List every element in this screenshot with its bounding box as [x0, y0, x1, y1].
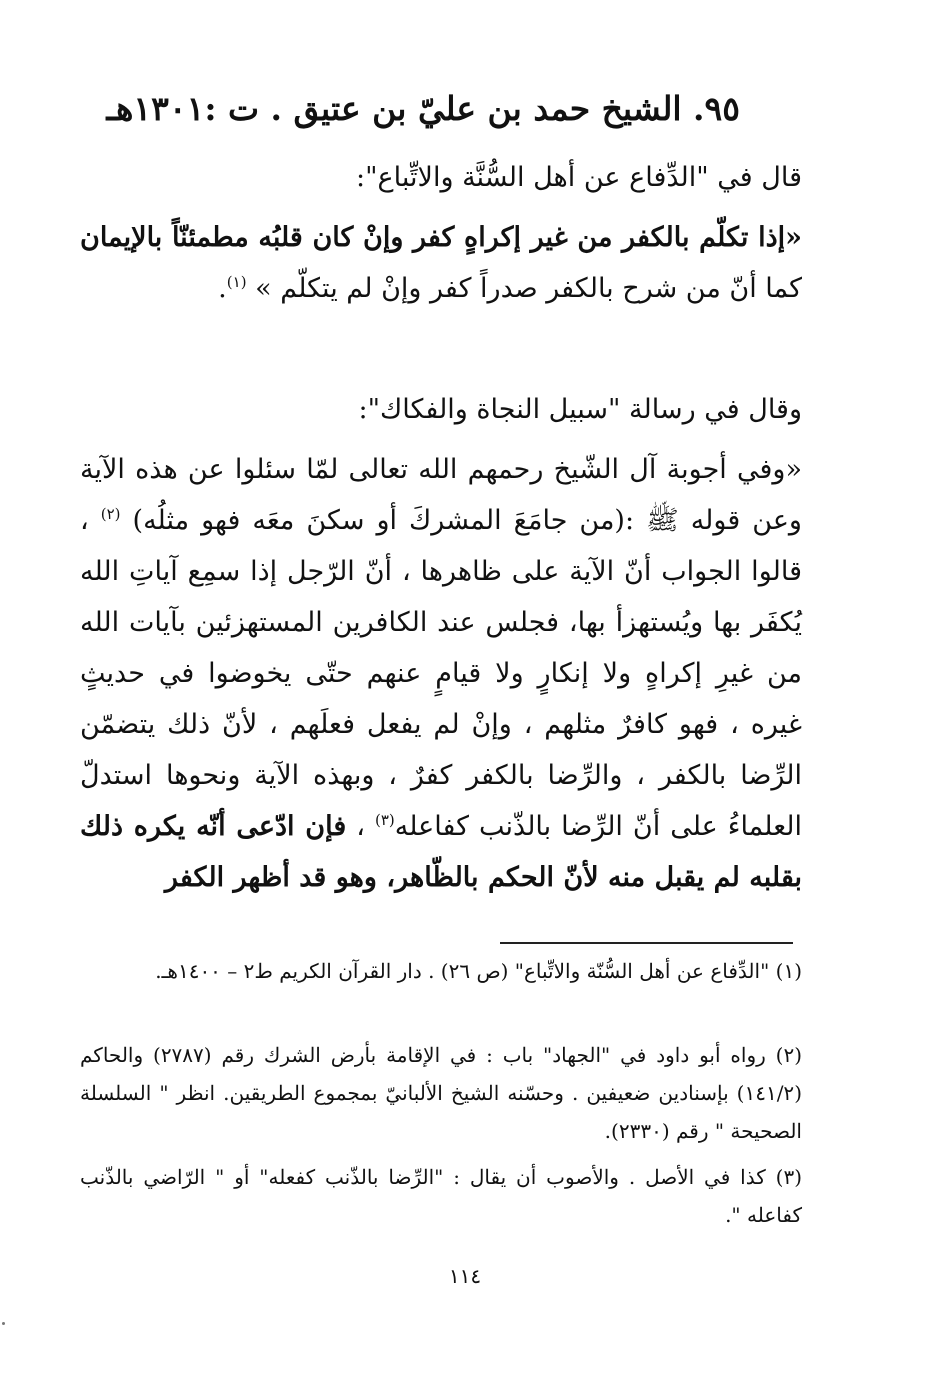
quote-2-bold-tail: فإن ادّعى أنّه يكره ذلك بقلبه لم يقبل منه لأنّ الحكم بالظّاهر، وهو قد أظهر الكفر: [80, 811, 802, 893]
page-number: ١١٤: [448, 1264, 482, 1288]
quote-2-intro: وقال في رسالة "سبيل النجاة والفكاك":: [358, 394, 802, 425]
footnote-2: (٢) رواه أبو داود في "الجهاد" باب : في الإقامة بأرض الشرك رقم (٢٧٨٧) والحاكم (١٤١/٢) بإسنادين ضعيفين . وحسّنه الشيخ الألبانيّ بمجموع الطريقين. انظر " السلسلة الصحيحة " رقم (٢٣٣٠).: [80, 1043, 802, 1143]
quote-1-paragraph: [80, 212, 802, 314]
footnote-separator: [500, 942, 793, 944]
entry-heading: ٩٥. الشيخ حمد بن عليّ بن عتيق . ت :١٣٠١هـ: [106, 89, 740, 128]
quote-2-text-b: ، قالوا الجواب أنّ الآية على ظاهرها ، أنّ الرّجل إذا سمِع آياتِ الله يُكفَر بها ويُستهزأ بها، فجلس عند الكافرين المستهزئين بآيات الله من غيرِ إكراهٍ ولا إنكارٍ ولا قيامٍ عنهم حتّى يخوضوا في حديثٍ غيره ، فهو كافرٌ مثلهم ، وإنْ لم يفعل فعلَهم ، لأنّ ذلك يتضمّن الرِّضا بالكفر ، والرِّضا بالكفر كفرٌ ، وبهذه الآية ونحوها استدلّ العلماءُ على أنّ الرِّضا بالذّنب كفاعله: [80, 505, 802, 842]
footnote-ref-2: (٢): [100, 505, 121, 523]
quote-1-bold-text: «إذا تكلّم بالكفر من غير إكراهٍ كفر وإنْ كان قلبُه مطمئنّاً بالإيمان: [80, 222, 802, 253]
quote-2-text-c: ،: [356, 811, 365, 842]
quote-1-plain-text: كما أنّ من شرح بالكفر صدراً كفر وإنْ لم يتكلّم »: [255, 273, 802, 304]
footnote-3: (٣) كذا في الأصل . والأصوب أن يقال : "الرِّضا بالذّنب كفعله" أو " الرّاضي بالذّنب كفاعله ".: [80, 1165, 802, 1227]
scan-speck: [2, 1322, 5, 1325]
footnote-ref-3: (٣): [374, 811, 395, 829]
quote-2-text-a: «وفي أجوبة آل الشّيخ رحمهم الله تعالى لمّا سئلوا عن هذه الآية وعن قوله ﷺ :(من جامَعَ المشركَ أو سكنَ معَه فهو مثلُه): [80, 454, 802, 536]
footnote-ref-1: (١): [226, 273, 247, 291]
quote-2-paragraph: [80, 444, 802, 903]
quote-1-end: .: [218, 273, 227, 304]
quote-1-intro: قال في "الدِّفاع عن أهل السُّنَّة والاتِّباع":: [356, 162, 802, 193]
footnote-1: (١) "الدِّفاع عن أهل السُّنّة والاتِّباع" (ص ٢٦) . دار القرآن الكريم ط٢ – ١٤٠٠هـ.: [155, 959, 802, 983]
